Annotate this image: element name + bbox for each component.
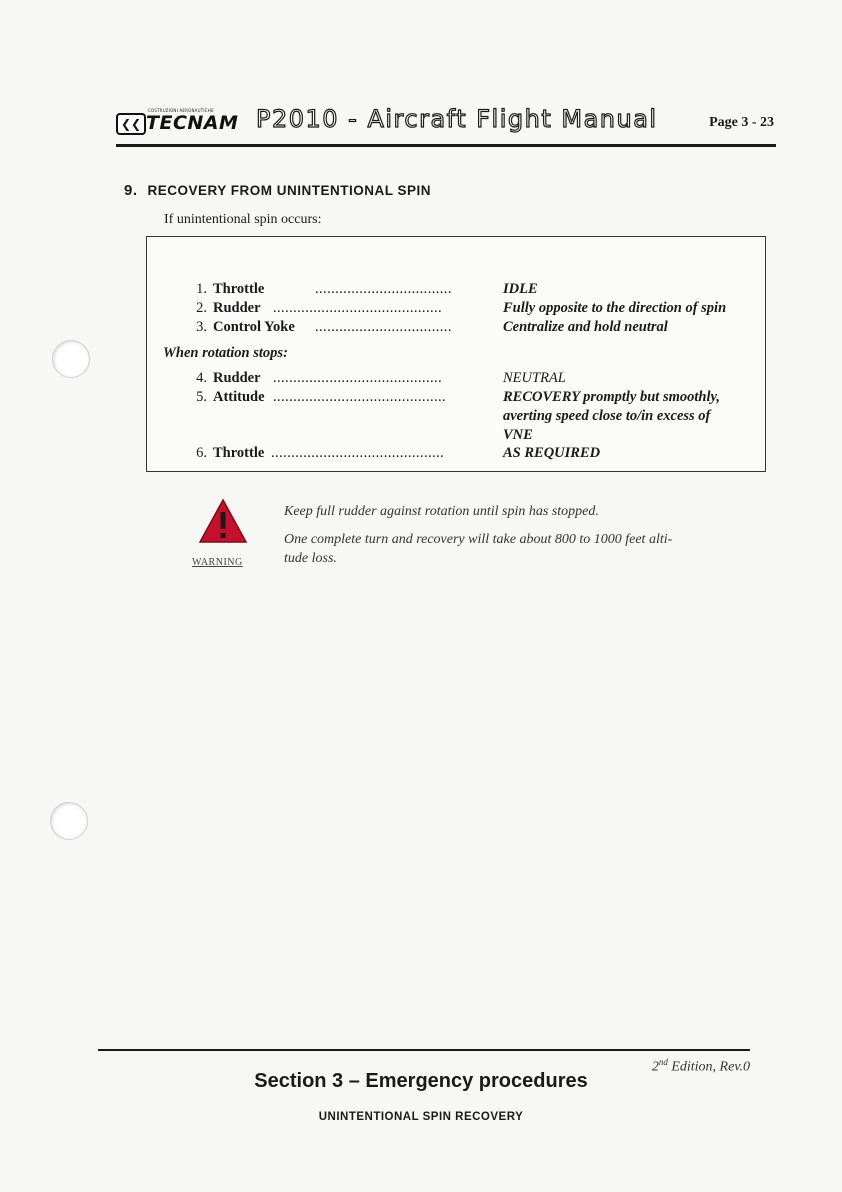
manual-title: P2010 - Aircraft Flight Manual <box>256 105 658 133</box>
section-title: RECOVERY FROM UNINTENTIONAL SPIN <box>147 183 432 198</box>
footer-section-title: Section 3 – Emergency procedures <box>254 1070 588 1092</box>
step-action: AS REQUIRED <box>503 445 601 461</box>
page-header <box>116 104 776 147</box>
edition-text: Edition, Rev.0 <box>667 1059 750 1075</box>
procedure-subheading: When rotation stops: <box>163 345 288 361</box>
warning-text: tude loss. <box>284 551 337 566</box>
step-leader-dots: .......................................... <box>273 370 443 386</box>
step-action: NEUTRAL <box>503 370 566 386</box>
step-leader-dots: ........................................... <box>271 445 445 461</box>
step-item: Attitude <box>213 389 265 405</box>
section-number: 9. <box>124 182 138 199</box>
step-number: 5. <box>196 389 207 405</box>
footer-subtitle: UNINTENTIONAL SPIN RECOVERY <box>318 1111 524 1123</box>
step-number: 6. <box>196 445 207 461</box>
step-action: Centralize and hold neutral <box>503 319 668 335</box>
warning-text: One complete turn and recovery will take about 800 to 1000 feet alti- <box>284 532 673 547</box>
step-item: Control Yoke <box>213 319 295 335</box>
step-leader-dots: .......................................... <box>273 300 443 316</box>
tecnam-logo <box>116 108 238 134</box>
footer-rule <box>98 1049 750 1051</box>
step-number: 3. <box>196 319 207 335</box>
step-item: Rudder <box>213 300 261 316</box>
section-heading <box>124 182 431 199</box>
step-leader-dots: .................................. <box>315 281 452 297</box>
step-action: IDLE <box>503 281 538 297</box>
warning-triangle-icon <box>198 498 248 544</box>
section-intro: If unintentional spin occurs: <box>164 212 322 227</box>
step-action-continued: averting speed close to/in excess of <box>503 408 711 424</box>
step-action: Fully opposite to the direction of spin <box>503 300 727 316</box>
step-number: 1. <box>196 281 207 297</box>
warning-text: Keep full rudder against rotation until spin has stopped. <box>284 504 599 519</box>
step-number: 2. <box>196 300 207 316</box>
step-item: Throttle <box>213 445 265 461</box>
warning-label: WARNING <box>192 557 243 568</box>
step-action: RECOVERY promptly but smoothly, <box>503 389 721 405</box>
page-number: Page 3 - 23 <box>709 115 774 130</box>
edition-suffix: nd <box>658 1057 668 1067</box>
logo-subtitle: COSTRUZIONI AERONAUTICHE <box>148 108 214 113</box>
step-number: 4. <box>196 370 207 386</box>
step-action-continued: VNE <box>503 427 533 443</box>
binder-hole-bottom <box>50 802 88 840</box>
binder-hole-top <box>52 340 90 378</box>
edition-number: 2 <box>651 1059 659 1075</box>
step-leader-dots: .................................. <box>315 319 452 335</box>
logo-chevron-icon: ❮❮ <box>116 113 146 135</box>
step-item: Rudder <box>213 370 261 386</box>
step-item: Throttle <box>213 281 265 297</box>
step-leader-dots: ........................................... <box>273 389 447 405</box>
procedure-box <box>146 236 766 472</box>
logo-brand: TECNAM <box>146 112 239 134</box>
